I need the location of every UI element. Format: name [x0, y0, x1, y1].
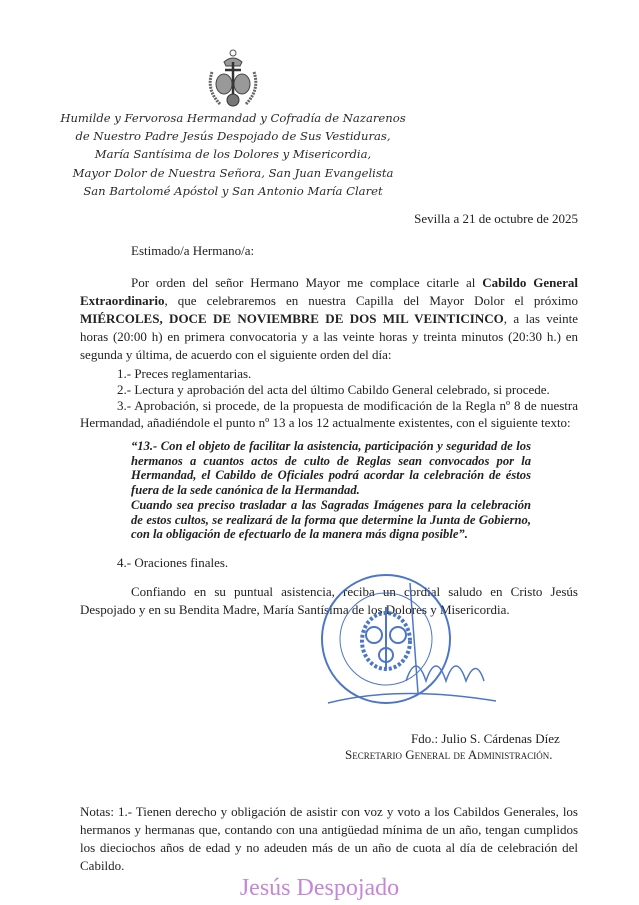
intro-bold: Cabildo General Extraordinario [80, 275, 578, 308]
intro-text: , a las veinte horas (20:00 h) en primera convocatoria y a las veinte horas y treinta minutos (20:30 h.) en segunda y última, de acuerdo con el siguiente orden del día: [80, 311, 578, 362]
intro-text: , que celebraremos en nuestra Capilla del Mayor Dolor el próximo [164, 293, 578, 308]
letterhead-line: San Bartolomé Apóstol y San Antonio María Claret [83, 183, 383, 198]
letterhead-line: Humilde y Fervorosa Hermandad y Cofradía de Nazarenos [60, 111, 406, 125]
rule-quote [131, 439, 531, 542]
agenda-item: 2.- Lectura y aprobación del acta del último Cabildo General celebrado, si procede. [117, 382, 550, 398]
letterhead-line: Mayor Dolor de Nuestra Señora, San Juan Evangelista [72, 165, 394, 180]
agenda-item: 3.- Aprobación, si procede, de la propuesta de modificación de la Regla nº 8 de nuestra Hermandad, añadiéndole el punto nº 13 a los 12 actualmente existentes, con el siguiente texto: [80, 398, 578, 430]
signature-name: Fdo.: Julio S. Cárdenas Díez [411, 731, 560, 746]
official-stamp [318, 573, 508, 713]
notes: Notas: 1.- Tienen derecho y obligación de asistir con voz y voto a los Cabildos Generales, los hermanos y hermanas que, contando con una antigüedad mínima de un año, tengan cumplidos los dieciochos años de edad y no adeuden más de un año de cuota al día de celebración del Cabildo. [80, 804, 578, 873]
closing-paragraph: Confiando en su puntual asistencia, reciba un cordial saludo en Cristo Jesús Despojado y en su Bendita Madre, María Santísima de los Dolores y Misericordia. [80, 584, 578, 617]
intro-bold: MIÉRCOLES, DOCE DE NOVIEMBRE DE DOS MIL VEINTICINCO [80, 311, 504, 326]
agenda-item: 1.- Preces reglamentarias. [117, 366, 252, 381]
letterhead-line: de Nuestro Padre Jesús Despojado de Sus Vestiduras, [75, 129, 391, 144]
greeting: Estimado/a Hermano/a: [131, 243, 255, 258]
watermark: Jesús Despojado [239, 875, 400, 901]
agenda-list [80, 366, 578, 431]
intro-paragraph [80, 274, 578, 364]
letter-date: Sevilla a 21 de octubre de 2025 [414, 211, 578, 226]
signature-title: Secretario General de Administración. [345, 747, 553, 762]
agenda-item: 4.- Oraciones finales. [117, 555, 229, 570]
letterhead [60, 109, 406, 200]
intro-text: Por orden del señor Hermano Mayor me complace citarle al [131, 275, 483, 290]
letterhead-line: María Santísima de los Dolores y Misericordia, [94, 147, 372, 162]
quote-paragraph: Cuando sea preciso trasladar a las Sagradas Imágenes para la celebración de estos cultos, se realizará de la forma que determine la Junta de Gobierno, con la obligación de efectuarlo de la manera más digna posible”. [131, 497, 531, 542]
brotherhood-crest-logo [204, 48, 262, 112]
quote-paragraph: “13.- Con el objeto de facilitar la asistencia, participación y seguridad de los hermanos a cuantos actos de culto de Reglas sean convocados por la Hermandad, el Cabildo de Oficiales podrá acordar la celebración de éstos fuera de la sede canónica de la Hermandad. [131, 439, 531, 498]
